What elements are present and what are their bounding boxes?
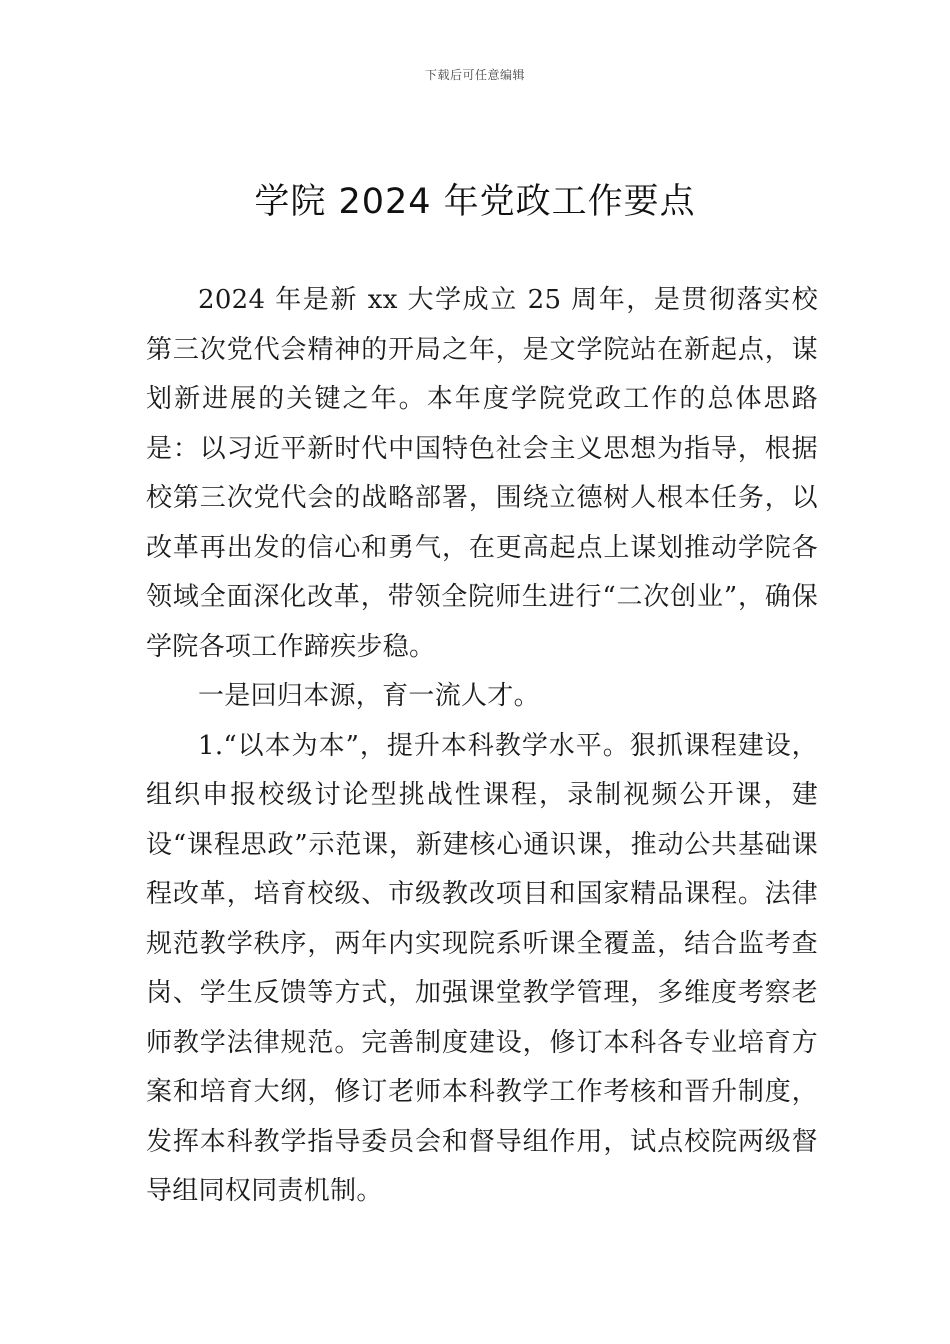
header-note: 下载后可任意编辑 [424,68,525,82]
paragraph-item-1: 1.“以本为本”，提升本科教学水平。狠抓课程建设，组织申报校级讨论型挑战性课程，录制视频公开课，建设“课程思政”示范课，新建核心通识课，推动公共基础课程改革，培育校级、市级教改项目和国家精品课程。法律规范教学秩序，两年内实现院系听课全覆盖，结合监考查岗、学生反馈等方式，加强课堂教学管理，多维度考察老师教学法律规范。完善制度建设，修订本科各专业培育方案和培育大纲，修订老师本科教学工作考核和晋升制度，发挥本科教学指导委员会和督导组作用，试点校院两级督导组同权同责机制。 [146,730,818,1206]
paragraph-intro: 2024 年是新 xx 大学成立 25 周年，是贯彻落实校第三次党代会精神的开局之年，是文学院站在新起点，谋划新进展的关键之年。本年度学院党政工作的总体思路是：以习近平新时代中国特色社会主义思想为指导，根据校第三次党代会的战略部署，围绕立德树人根本任务，以改革再出发的信心和勇气，在更高起点上谋划推动学院各领域全面深化改革，带领全院师生进行“二次创业”，确保学院各项工作蹄疾步稳。 [146,285,818,662]
paragraph-section-heading: 一是回归本源，育一流人才。 [198,681,540,711]
document-body [146,276,818,1217]
document-title: 学院 2024 年党政工作要点 [254,182,696,222]
